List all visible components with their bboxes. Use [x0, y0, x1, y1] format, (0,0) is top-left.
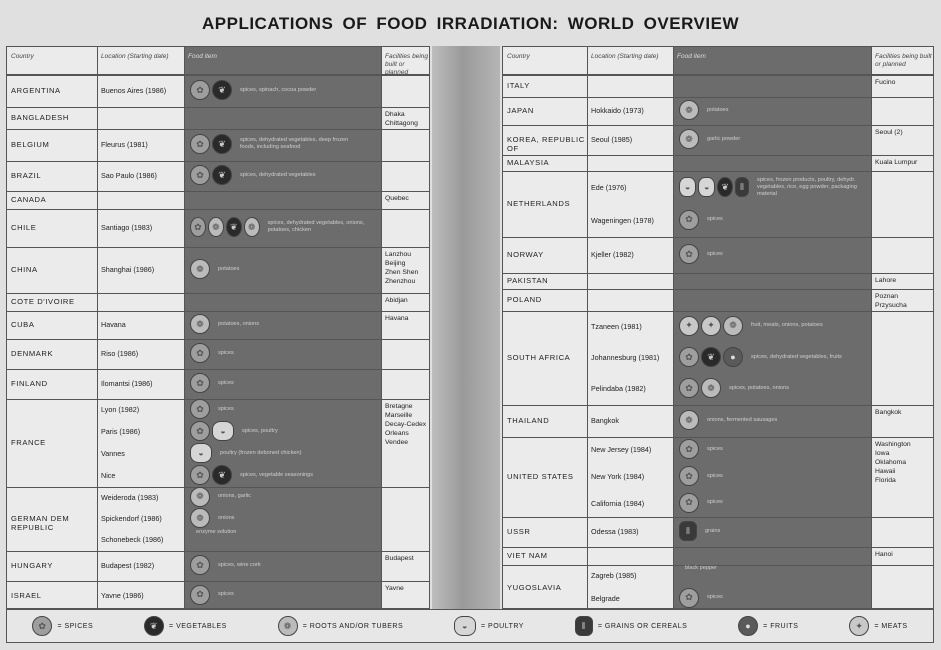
legend-item	[278, 616, 403, 636]
food-note: potatoes	[707, 106, 729, 113]
country-name: BELGIUM	[11, 140, 50, 149]
root-icon: ❁	[244, 217, 260, 237]
food-note: poultry (frozen deboned chicken)	[220, 449, 302, 456]
facility-text: Hanoi	[875, 551, 893, 558]
legend-label: = MEATS	[874, 622, 908, 630]
facility-text: Quebec	[385, 195, 409, 202]
location-text: Hokkaido (1973)	[591, 106, 644, 115]
food-note: potatoes, onions	[218, 320, 260, 327]
food-items	[190, 80, 316, 100]
food-note: spices	[707, 445, 723, 452]
root-icon: ❁	[190, 259, 210, 279]
food-items	[679, 100, 728, 120]
legend-item	[32, 616, 93, 636]
food-items	[679, 493, 723, 513]
location-text: Sao Paulo (1986)	[101, 171, 157, 180]
legend-label: = SPICES	[57, 622, 94, 630]
facility-text: Seoul (2)	[875, 129, 903, 136]
location-text: Weideroda (1983)	[101, 492, 159, 502]
root-icon: ❁	[190, 508, 210, 528]
poultry-icon: ◒	[698, 177, 715, 197]
country-name: CHILE	[11, 223, 37, 232]
country-name: HUNGARY	[11, 561, 54, 570]
header-food: Food item	[184, 47, 381, 75]
grain-icon: ⦀	[575, 616, 593, 636]
food-note: spices	[707, 472, 723, 479]
location-text: Spickendorf (1986)	[101, 514, 162, 523]
spices-icon: ✿	[32, 616, 52, 636]
table-left	[6, 46, 430, 609]
spices-icon: ✿	[679, 378, 699, 398]
veg-icon: ❦	[212, 80, 232, 100]
veg-icon: ❦	[212, 134, 232, 154]
veg-icon: ❦	[212, 465, 232, 485]
location-text: Kjeller (1982)	[591, 250, 634, 259]
country-name: BRAZIL	[11, 171, 42, 180]
food-items	[190, 314, 259, 334]
food-items	[190, 134, 350, 154]
location-text: Schonebeck (1986)	[101, 535, 164, 545]
country-name: FRANCE	[11, 438, 46, 447]
facility-text: Bretagne Marseille Decay-Cedex Orleans Vendee	[385, 403, 427, 446]
food-note: spices, spinach, cocoa powder	[240, 86, 317, 93]
legend	[6, 609, 934, 643]
spices-icon: ✿	[190, 585, 210, 605]
food-note: enzyme solution	[196, 529, 237, 536]
food-items	[190, 217, 377, 237]
food-note: black pepper	[685, 565, 718, 572]
location-text: Tzaneen (1981)	[591, 321, 642, 331]
location-text: Vannes	[101, 449, 125, 458]
food-items	[679, 177, 867, 198]
location-text: Belgrade	[591, 593, 620, 603]
legend-label: = VEGETABLES	[169, 622, 227, 630]
veg-icon: ❦	[701, 347, 721, 367]
legend-item	[849, 616, 907, 636]
facility-text: Abidjan	[385, 297, 408, 304]
food-items	[190, 343, 234, 363]
food-items	[679, 129, 740, 149]
country-name: NORWAY	[507, 250, 544, 259]
location-text: New York (1984)	[591, 472, 645, 481]
food-note: spices	[707, 216, 723, 222]
spices-icon: ✿	[679, 588, 699, 608]
food-items	[190, 508, 234, 528]
spices-icon: ✿	[679, 244, 699, 264]
location-text: Buenos Aires (1986)	[101, 86, 167, 95]
location-text: Nice	[101, 471, 116, 480]
country-name: VIET NAM	[507, 551, 548, 560]
food-items	[190, 165, 316, 185]
grain-icon: ⦀	[679, 521, 697, 541]
food-note: spices, vegetable seasonings	[240, 471, 314, 478]
country-name: PAKISTAN	[507, 276, 549, 285]
food-note: onions, garlic	[218, 493, 251, 500]
root-icon: ❁	[679, 129, 699, 149]
legend-item	[738, 616, 798, 636]
country-name: UNITED STATES	[507, 472, 574, 481]
spices-icon: ✿	[679, 439, 699, 459]
food-items	[679, 521, 720, 541]
food-items	[679, 439, 723, 459]
location-text: Ede (1976)	[591, 182, 627, 192]
food-note: spices	[707, 594, 723, 601]
country-name: COTE D'IVOIRE	[11, 297, 75, 306]
spices-icon: ✿	[190, 399, 210, 419]
facility-text: Washington Iowa Oklahoma Hawaii Florida	[875, 441, 911, 484]
facility-text: Lahore	[875, 277, 897, 284]
facility-text: Dhaka Chittagong	[385, 111, 418, 127]
food-items	[679, 410, 777, 430]
location-text: Riso (1986)	[101, 349, 139, 358]
country-name: CUBA	[11, 320, 35, 329]
country-name: USSR	[507, 527, 531, 536]
spices-icon: ✿	[190, 165, 210, 185]
spices-icon: ✿	[190, 373, 210, 393]
food-note: spices	[707, 499, 723, 506]
spices-icon: ✿	[190, 421, 210, 441]
food-items	[679, 210, 723, 230]
food-items	[679, 466, 723, 486]
country-name: POLAND	[507, 295, 542, 304]
food-note: fruit, meats, onions, potatoes	[751, 322, 823, 329]
facility-text: Kuala Lumpur	[875, 159, 918, 166]
spices-icon: ✿	[190, 343, 210, 363]
food-items	[190, 555, 261, 575]
country-name: BANGLADESH	[11, 113, 69, 122]
country-name: SOUTH AFRICA	[507, 353, 571, 362]
food-items	[679, 244, 723, 264]
grain-icon: ⦀	[735, 177, 749, 197]
facility-text: Yavne	[385, 585, 404, 592]
root-icon: ❁	[278, 616, 298, 636]
food-note: garlic powder	[707, 135, 741, 142]
root-icon: ❁	[679, 410, 699, 430]
facility-text: Fucino	[875, 79, 896, 86]
page-gutter	[432, 46, 500, 609]
food-items	[190, 373, 234, 393]
location-text: California (1984)	[591, 498, 645, 508]
spices-icon: ✿	[190, 217, 206, 237]
facility-text: Bangkok	[875, 409, 902, 416]
location-text: Havana	[101, 320, 126, 329]
header-facilities: Facilities being built or planned	[871, 47, 933, 75]
country-name: YUGOSLAVIA	[507, 582, 562, 592]
page-title: APPLICATIONS OF FOOD IRRADIATION: WORLD OVERVIEW	[202, 14, 739, 33]
header-country: Country	[7, 47, 97, 75]
facility-text: Budapest	[385, 555, 414, 562]
location-text: Seoul (1985)	[591, 135, 633, 144]
food-note: spices, dehydrated vegetables, deep frozen foods, including seafood	[240, 137, 349, 150]
spices-icon: ✿	[679, 466, 699, 486]
food-note: spices	[218, 405, 234, 412]
food-items	[679, 347, 842, 367]
food-note: spices	[218, 349, 234, 356]
spices-icon: ✿	[679, 347, 699, 367]
legend-label: = FRUITS	[763, 622, 799, 630]
food-note: onions, fermented sausages	[707, 416, 778, 423]
country-name: MALAYSIA	[507, 158, 550, 167]
food-note: spices	[218, 379, 234, 386]
food-note: spices, poultry	[242, 427, 278, 434]
location-text: Lyon (1982)	[101, 405, 140, 414]
poultry-icon: ◒	[212, 421, 234, 441]
location-text: Odessa (1983)	[591, 527, 639, 536]
country-name: KOREA, REPUBLIC OF	[507, 135, 585, 153]
country-name: CANADA	[11, 195, 47, 204]
food-items	[190, 487, 251, 507]
location-text: Shanghai (1986)	[101, 265, 155, 274]
spices-icon: ✿	[190, 555, 210, 575]
food-items	[190, 399, 234, 419]
food-note: spices	[218, 591, 234, 597]
country-name: ARGENTINA	[11, 86, 61, 95]
spices-icon: ✿	[190, 80, 210, 100]
food-note: onions	[218, 514, 235, 521]
location-text: Pelindaba (1982)	[591, 384, 646, 394]
food-items	[679, 565, 717, 572]
header-country: Country	[503, 47, 587, 75]
country-name: NETHERLANDS	[507, 199, 571, 208]
food-items	[190, 585, 234, 605]
fruit-icon: ●	[723, 347, 743, 367]
legend-item	[454, 616, 524, 636]
legend-label: = POULTRY	[481, 622, 524, 630]
spices-icon: ✿	[190, 134, 210, 154]
veg-icon: ❦	[717, 177, 733, 197]
location-text: Yavne (1986)	[101, 590, 144, 600]
location-text: Fleurus (1981)	[101, 140, 148, 149]
location-text: Paris (1986)	[101, 427, 141, 436]
poultry-icon: ◒	[190, 443, 212, 463]
facility-text: Poznan Przysucha	[875, 293, 907, 309]
legend-label: = ROOTS AND/OR TUBERS	[302, 622, 404, 630]
location-text: New Jersey (1984)	[591, 445, 652, 455]
header-facilities: Facilities being built or planned	[381, 47, 429, 75]
food-items	[190, 529, 236, 536]
spices-icon: ✿	[679, 210, 699, 230]
veg-icon: ❦	[226, 217, 242, 237]
food-items	[190, 465, 313, 485]
food-items	[679, 588, 723, 608]
fruit-icon: ●	[738, 616, 758, 636]
root-icon: ❁	[723, 316, 743, 336]
food-note: grains	[705, 527, 721, 534]
meat-icon: ✦	[679, 316, 699, 336]
location-text: Zagreb (1985)	[591, 571, 637, 581]
food-note: spices, dehydrated vegetables, onions, potatoes, chicken	[267, 220, 365, 233]
food-note: spices, frozen products, poultry, dehydr. vegetables, rice, egg powder, packaging material	[757, 176, 857, 197]
country-name: GERMAN DEM REPUBLIC	[11, 514, 70, 532]
country-name: THAILAND	[507, 416, 550, 425]
root-icon: ❁	[208, 217, 224, 237]
country-name: ISRAEL	[11, 590, 42, 600]
country-name: FINLAND	[11, 379, 48, 388]
country-name: DENMARK	[11, 349, 54, 358]
legend-item	[575, 616, 687, 636]
spices-icon: ✿	[679, 493, 699, 513]
country-name: CHINA	[11, 265, 38, 274]
root-icon: ❁	[190, 487, 210, 507]
country-name: JAPAN	[507, 106, 534, 115]
facility-text: Lanzhou Beijing Zhen Shen Zhenzhou	[385, 251, 419, 285]
poultry-icon: ◒	[679, 177, 696, 197]
food-note: spices	[707, 250, 723, 257]
facility-text: Havana	[385, 315, 409, 322]
header-food: Food item	[673, 47, 871, 75]
table-right	[502, 46, 934, 609]
root-icon: ❁	[701, 378, 721, 398]
header-location: Location (Starting date)	[97, 47, 184, 75]
food-note: spices, potatoes, onions	[729, 384, 790, 391]
poultry-icon: ◒	[454, 616, 476, 636]
veg-icon: ❦	[144, 616, 164, 636]
food-items	[190, 443, 301, 463]
food-items	[679, 316, 823, 336]
location-text: Budapest (1982)	[101, 561, 155, 570]
veg-icon: ❦	[212, 165, 232, 185]
food-note: spices, dehydrated vegetables, fruits	[751, 353, 842, 360]
food-note: spices, wine cork	[218, 561, 261, 568]
location-text: Santiago (1983)	[101, 223, 153, 232]
food-note: spices, dehydrated vegetables	[240, 171, 316, 178]
spices-icon: ✿	[190, 465, 210, 485]
food-items	[190, 259, 239, 279]
country-name: ITALY	[507, 81, 530, 90]
food-items	[679, 378, 789, 398]
location-text: Ilomantsi (1986)	[101, 379, 153, 388]
meat-icon: ✦	[849, 616, 869, 636]
food-items	[190, 421, 278, 441]
header-location: Location (Starting date)	[587, 47, 673, 75]
location-text: Wageningen (1978)	[591, 215, 654, 225]
root-icon: ❁	[190, 314, 210, 334]
legend-label: = GRAINS OR CEREALS	[597, 622, 688, 630]
location-text: Johannesburg (1981)	[591, 353, 660, 362]
location-text: Bangkok	[591, 416, 619, 425]
food-note: potatoes	[218, 265, 240, 272]
meat-icon: ✦	[701, 316, 721, 336]
root-icon: ❁	[679, 100, 699, 120]
legend-item	[144, 616, 227, 636]
